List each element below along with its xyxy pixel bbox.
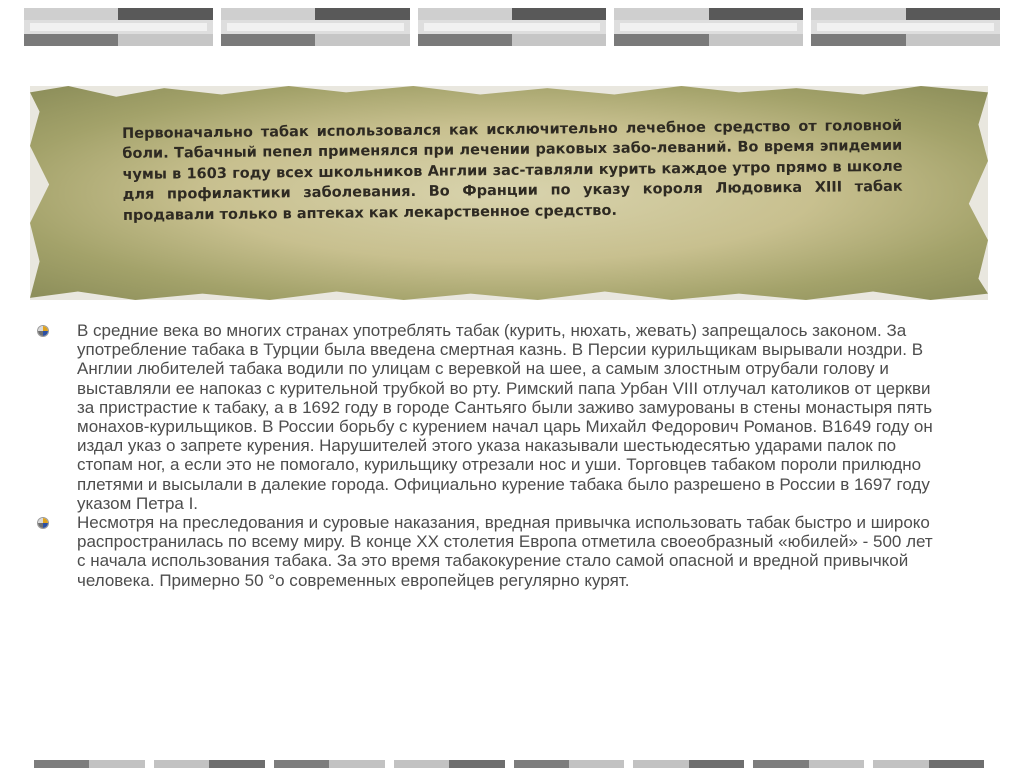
bullet-icon <box>38 518 48 528</box>
decor-tile <box>614 8 803 46</box>
parchment-banner <box>30 86 988 300</box>
top-decorative-band <box>24 8 1000 46</box>
decor-tile <box>753 760 864 768</box>
paragraph-text: В средние века во многих странах употреблять табак (курить, нюхать, жевать) запрещалось законом. За употребление табака в Турции была введена смертная казнь. В Персии курильщикам вырывали ноздри. В Англии любителей табака водили по улицам с веревкой на шее, а самым злостным отрубали голову и выставляли ее напоказ с курительной трубкой во рту. Римский папа Урбан VIII отлучал католиков от церкви за пристрастие к табаку, а в 1692 году в городе Сантьяго были заживо замурованы в стены монастыря пять монахов-курильщиков. В России борьбу с курением начал царь Михайл Федорович Романов. В1649 году он издал указ о запрете курения. Нарушителей этого указа наказывали шестьюдесятью ударами палок по стопам ног, а если это не помогало, курильщику отрезали нос и уши. Торговцев табаком пороли прилюдно плетями и высылали в далекие города. Официально курение табака было разрешено в России в 1697 году указом Петра I. <box>77 321 933 513</box>
decor-tile <box>633 760 744 768</box>
bullet-icon <box>38 326 48 336</box>
decor-tile <box>24 8 213 46</box>
content-bullet-list <box>36 321 936 590</box>
list-item <box>36 321 936 513</box>
decor-tile <box>418 8 607 46</box>
list-item <box>36 513 936 590</box>
decor-tile <box>514 760 625 768</box>
decor-tile <box>274 760 385 768</box>
decor-tile <box>34 760 145 768</box>
decor-tile <box>154 760 265 768</box>
paragraph-text: Несмотря на преследования и суровые наказания, вредная привычка использовать табак быстро и широко распространилась по всему миру. В конце XX столетия Европа отметила своеобразный «юбилей» - 500 лет с начала использования табака. За это время табакокурение стало самой опасной и вредной привычкой человека. Примерно 50 °о современных европейцев регулярно курят. <box>77 513 933 590</box>
decor-tile <box>873 760 984 768</box>
decor-tile <box>221 8 410 46</box>
banner-text: Первоначально табак использовался как исключительно лечебное средство от головной боли. Табачный пепел применялся при лечении раковых забо-леваний. Во время эпидемии чумы в 1603 году всех школьников Англии зас-тавляли курить каждое утро прямо в школе для профилактики заболевания. Во Франции по указу короля Людовика XIII табак продавали только в аптеках как лекарственное средство. <box>122 117 903 224</box>
decor-tile <box>394 760 505 768</box>
bottom-decorative-band <box>34 760 984 768</box>
decor-tile <box>811 8 1000 46</box>
